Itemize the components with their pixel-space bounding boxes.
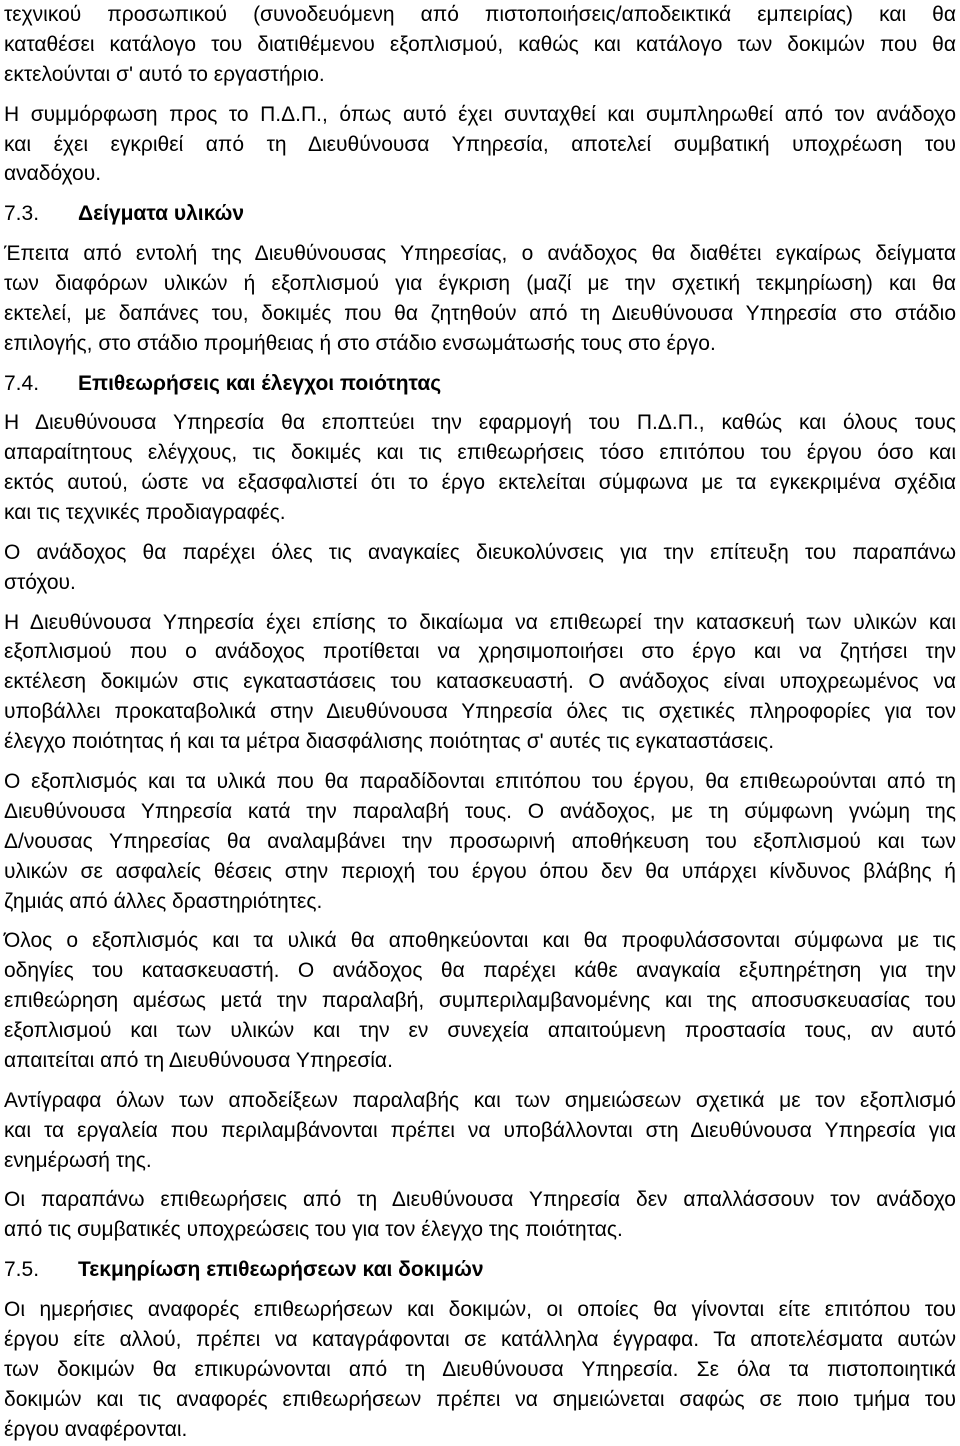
text-line: απαιτείται από τη Διευθύνουσα Υπηρεσία.	[4, 1049, 393, 1073]
text-line: αναδόχου.	[4, 162, 102, 186]
text-line: καταθέσει κατάλογο του διατιθέμενου εξοπλισμού, καθώς και κατάλογο των δοκιμών που θα	[4, 32, 956, 56]
paragraph-obligations	[4, 1185, 956, 1245]
section-heading	[4, 1255, 956, 1285]
text-line: και τα εργαλεία που περιλαμβάνονται πρέπει να υποβάλλονται στη Διευθύνουσα Υπηρεσία για	[4, 1118, 956, 1142]
paragraph-manufacturer-inspection	[4, 608, 956, 758]
text-line: οδηγίες του κατασκευαστή. Ο ανάδοχος θα παρέχει κάθε αναγκαία εξυπηρέτηση για την	[4, 959, 956, 983]
text-line: Έπειτα από εντολή της Διευθύνουσας Υπηρεσίας, ο ανάδοχος θα διαθέτει εγκαίρως δείγματα	[4, 242, 956, 266]
text-line: Ο εξοπλισμός και τα υλικά που θα παραδίδονται επιτόπου του έργου, θα επιθεωρούνται από τη	[4, 769, 956, 793]
section-heading	[4, 369, 956, 399]
text-line: επιθεώρηση αμέσως μετά την παραλαβή, συμπεριλαμβανομένης και της αποσυσκευασίας του	[4, 989, 956, 1013]
text-line: εκτελεί, με δαπάνες του, δοκιμές που θα ζητηθούν από τη Διευθύνουσα Υπηρεσία στο στάδιο	[4, 301, 956, 325]
text-line: έργου είτε αλλού, πρέπει να καταγράφονται σε κατάλληλα έγγραφα. Τα αποτελέσματα αυτών	[4, 1327, 956, 1351]
section-heading	[4, 199, 956, 229]
text-line: Όλος ο εξοπλισμός και τα υλικά θα αποθηκεύονται και θα προφυλάσσονται σύμφωνα με τις	[4, 929, 956, 953]
section-title: Δείγματα υλικών	[78, 202, 245, 226]
text-line: Διευθύνουσα Υπηρεσία κατά την παραλαβή τους. Ο ανάδοχος, με τη σύμφωνη γνώμη της	[4, 799, 956, 823]
text-line: επιλογής, στο στάδιο προμήθειας ή στο στάδιο ενσωμάτωσής τους στο έργο.	[4, 331, 716, 355]
paragraph-compliance	[4, 100, 956, 190]
section-title: Τεκμηρίωση επιθεωρήσεων και δοκιμών	[78, 1258, 484, 1282]
text-line: εκτέλεση δοκιμών στις εγκαταστάσεις του κατασκευαστή. Ο ανάδοχος είναι υποχρεωμένος να	[4, 670, 956, 694]
text-line: τεχνικού προσωπικού (συνοδευόμενη από πιστοποιήσεις/αποδεικτικά εμπειρίας) και θα	[4, 3, 956, 26]
paragraph-samples	[4, 239, 956, 359]
text-line: Η Διευθύνουσα Υπηρεσία έχει επίσης το δικαίωμα να επιθεωρεί την κατασκευή των υλικών και	[4, 610, 956, 634]
paragraph-documentation	[4, 1295, 956, 1445]
text-line: ζημιάς από άλλες δραστηριότητες.	[4, 889, 323, 913]
text-line: των δοκιμών θα επικυρώνονται από τη Διευθύνουσα Υπηρεσία. Σε όλα τα πιστοποιητικά	[4, 1357, 956, 1381]
text-line: και τις τεχνικές προδιαγραφές.	[4, 501, 286, 525]
section-number: 7.3.	[4, 202, 40, 226]
text-line: Η Διευθύνουσα Υπηρεσία θα εποπτεύει την εφαρμογή του Π.Δ.Π., καθώς και όλους τους	[4, 411, 956, 435]
text-line: απαραίτητους ελέγχους, τις δοκιμές και τις επιθεωρήσεις τόσο επιτόπου του έργου όσο και	[4, 441, 956, 465]
section-number: 7.5.	[4, 1258, 40, 1282]
text-line: Οι ημερήσιες αναφορές επιθεωρήσεων και δοκιμών, οι οποίες θα γίνονται είτε επιτόπου του	[4, 1297, 956, 1321]
text-line: υποβάλλει προκαταβολικά στην Διευθύνουσα Υπηρεσία όλες τις σχετικές πληροφορίες για τον	[4, 700, 956, 724]
text-line: υλικών σε ασφαλείς θέσεις στην περιοχή του έργου όπου δεν θα υπάρχει κίνδυνος βλάβης ή	[4, 859, 956, 883]
text-line: Η συμμόρφωση προς το Π.Δ.Π., όπως αυτό έχει συνταχθεί και συμπληρωθεί από τον ανάδοχο	[4, 102, 956, 126]
paragraph-site-delivery	[4, 767, 956, 917]
paragraph-supervision	[4, 408, 956, 528]
text-line: Ο ανάδοχος θα παρέχει όλες τις αναγκαίες διευκολύνσεις για την επίτευξη του παραπάνω	[4, 540, 956, 564]
text-line: των διαφόρων υλικών ή εξοπλισμού για έγκριση (μαζί με την σχετική τεκμηρίωση) και θα	[4, 271, 956, 295]
paragraph-copies	[4, 1086, 956, 1176]
text-line: στόχου.	[4, 570, 76, 594]
text-line: και έχει εγκριθεί από τη Διευθύνουσα Υπηρεσία, αποτελεί συμβατική υποχρέωση του	[4, 132, 956, 156]
paragraph-lab-continuation	[4, 0, 956, 90]
text-line: Οι παραπάνω επιθεωρήσεις από τη Διευθύνουσα Υπηρεσία δεν απαλλάσσουν τον ανάδοχο	[4, 1188, 956, 1212]
text-line: δοκιμών και τις αναφορές επιθεωρήσεων πρέπει να σημειώνεται σαφώς σε ποιο τμήμα του	[4, 1387, 956, 1411]
text-line: εκτός αυτού, ώστε να εξασφαλιστεί ότι το έργο εκτελείται σύμφωνα με τα εγκεκριμένα σχέδια	[4, 471, 956, 495]
text-line: Δ/νουσας Υπηρεσίας θα αναλαμβάνει την προσωρινή αποθήκευση του εξοπλισμού και των	[4, 829, 956, 853]
paragraph-facilities	[4, 538, 956, 598]
paragraph-storage	[4, 926, 956, 1076]
text-line: Αντίγραφα όλων των αποδείξεων παραλαβής και των σημειώσεων σχετικά με τον εξοπλισμό	[4, 1088, 956, 1112]
text-line: εκτελούνται σ' αυτό το εργαστήριο.	[4, 62, 325, 86]
text-line: εξοπλισμού και των υλικών και την εν συνεχεία απαιτούμενη προστασία τους, αν αυτό	[4, 1019, 956, 1043]
document-body	[4, 0, 956, 1446]
section-number: 7.4.	[4, 371, 40, 395]
section-title: Επιθεωρήσεις και έλεγχοι ποιότητας	[78, 371, 442, 395]
text-line: έλεγχο ποιότητας ή και τα μέτρα διασφάλισης ποιότητας σ' αυτές τις εγκαταστάσεις.	[4, 730, 775, 754]
text-line: από τις συμβατικές υποχρεώσεις του για τον έλεγχο της ποιότητας.	[4, 1218, 623, 1242]
text-line: εξοπλισμού που ο ανάδοχος προτίθεται να χρησιμοποιήσει στο έργο και να ζητήσει την	[4, 640, 956, 664]
text-line: ενημέρωσή της.	[4, 1148, 152, 1172]
text-line: έργου αναφέρονται.	[4, 1417, 188, 1441]
